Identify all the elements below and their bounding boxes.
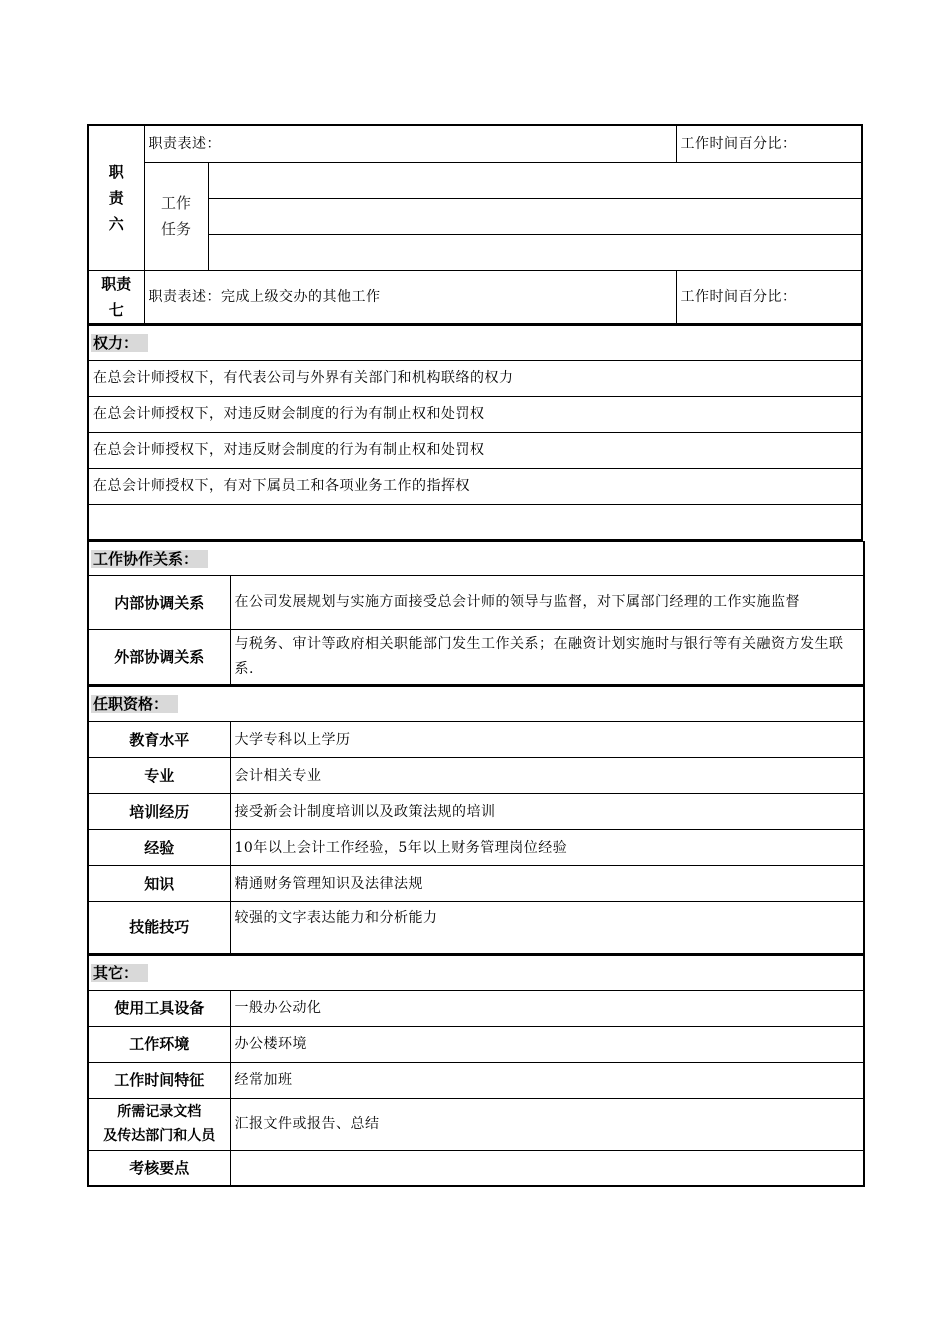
external-relation-label: 外部协调关系 <box>88 630 230 686</box>
major-value: 会计相关专业 <box>230 758 864 794</box>
education-label: 教育水平 <box>88 722 230 758</box>
duty7-label: 职责 七 <box>88 270 144 324</box>
work-time-label: 工作时间特征 <box>88 1062 230 1098</box>
education-value: 大学专科以上学历 <box>230 722 864 758</box>
duty7-desc: 职责表述：完成上级交办的其他工作 <box>144 270 676 324</box>
knowledge-label: 知识 <box>88 866 230 902</box>
work-time-value: 经常加班 <box>230 1062 864 1098</box>
authority-item: 在总会计师授权下，对违反财会制度的行为有制止权和处罚权 <box>88 396 862 432</box>
tools-value: 一般办公动化 <box>230 990 864 1026</box>
authority-empty-row[interactable] <box>88 504 862 540</box>
training-value: 接受新会计制度培训以及政策法规的培训 <box>230 794 864 830</box>
duty6-desc-label: 职责表述： <box>144 125 676 162</box>
documents-value: 汇报文件或报告、总结 <box>230 1098 864 1150</box>
cooperation-header: 工作协作关系： <box>88 542 864 576</box>
authority-item: 在总会计师授权下，有对下属员工和各项业务工作的指挥权 <box>88 468 862 504</box>
duties-table <box>87 124 863 325</box>
qualification-table <box>87 686 865 955</box>
authority-table <box>87 325 863 542</box>
duty6-task-line-3[interactable] <box>208 234 862 270</box>
internal-relation-label: 内部协调关系 <box>88 576 230 630</box>
cooperation-table <box>87 541 865 686</box>
authority-item: 在总会计师授权下，有代表公司与外界有关部门和机构联络的权力 <box>88 360 862 396</box>
knowledge-value: 精通财务管理知识及法律法规 <box>230 866 864 902</box>
environment-label: 工作环境 <box>88 1026 230 1062</box>
training-label: 培训经历 <box>88 794 230 830</box>
external-relation-value: 与税务、审计等政府相关职能部门发生工作关系；在融资计划实施时与银行等有关融资方发生联系. <box>230 630 864 686</box>
authority-item: 在总会计师授权下，对违反财会制度的行为有制止权和处罚权 <box>88 432 862 468</box>
assessment-label: 考核要点 <box>88 1150 230 1186</box>
tools-label: 使用工具设备 <box>88 990 230 1026</box>
qualification-header: 任职资格： <box>88 687 864 722</box>
other-header: 其它： <box>88 955 864 990</box>
duty6-task-line-2[interactable] <box>208 198 862 234</box>
authority-header: 权力： <box>88 325 862 360</box>
documents-label: 所需记录文档 及传达部门和人员 <box>88 1098 230 1150</box>
duty6-task-line-1[interactable] <box>208 162 862 198</box>
experience-value: 10年以上会计工作经验，5年以上财务管理岗位经验 <box>230 830 864 866</box>
major-label: 专业 <box>88 758 230 794</box>
other-table <box>87 955 865 1188</box>
duty6-task-label: 工作 任务 <box>144 162 208 270</box>
internal-relation-value: 在公司发展规划与实施方面接受总会计师的领导与监督，对下属部门经理的工作实施监督 <box>230 576 864 630</box>
duty6-label: 职 责 六 <box>88 125 144 270</box>
assessment-value[interactable] <box>230 1150 864 1186</box>
environment-value: 办公楼环境 <box>230 1026 864 1062</box>
experience-label: 经验 <box>88 830 230 866</box>
skills-value: 较强的文字表达能力和分析能力 <box>230 902 864 954</box>
duty6-percent-label: 工作时间百分比： <box>676 125 862 162</box>
skills-label: 技能技巧 <box>88 902 230 954</box>
job-description-sheet <box>87 124 863 1187</box>
duty7-percent-label: 工作时间百分比： <box>676 270 862 324</box>
